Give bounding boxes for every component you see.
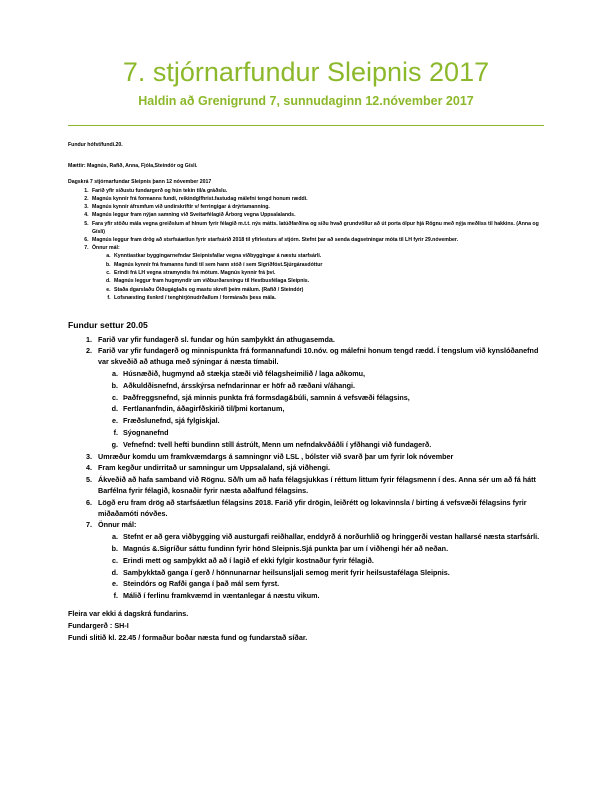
list-item: d. Samþykktað ganga í gerð / hönnunarnar heilsunsljali semog merit fyrir heilsustafélaga Sleipnis. xyxy=(120,568,546,579)
list-item-label: Farið var yfir fundagerð og minnispunkta frá formannafundi 10.nóv. og málefni honum tengd rædd. Í tengslum við kynslóðanefnd var skveðið að athuga með sýningar á næsta tímabil. xyxy=(98,346,539,367)
title-block xyxy=(0,0,612,109)
page-subtitle: Haldin að Grenigrund 7, sunnudaginn 12.nóvember 2017 xyxy=(138,93,474,108)
list-item: 1. Farið var yfir fundagerð sl. fundar og hún samþykkt án athugasemda. xyxy=(94,335,546,346)
list-item: b. Magnús kynnir frá framanns fundi til sem hann stóð í sem Sigríðfóst.Sjúrgárasdóttur xyxy=(112,262,546,270)
list-item xyxy=(90,245,546,303)
list-item: a. Stefnt er að gera viðbygging við austurgafi reiðhallar, enddyrð á norðurhlið og hringgerði vestan hallarsé næsta starfsárli. xyxy=(120,532,546,543)
list-item: 4. Fram kegður undirritað ur samningur um Uppsalaland, sjá viðhengi. xyxy=(94,463,546,474)
closing-line-2: Fundargerð : SH-I xyxy=(68,620,129,630)
list-item: c. Erindi mett og samþykkt að að í lagið ef ekki fylgir kostnaður fyrir félagið. xyxy=(120,556,546,567)
list-item: d. Fertlananfndin, áðagirfðskirið til/þmi kortanum, xyxy=(120,404,546,415)
header-divider xyxy=(68,125,544,126)
list-item: 1. Farið yfir síðustu fundargerð og hún tekin til/a gráðslu. xyxy=(90,188,546,196)
list-item: b. Magnús &.Sigríður sáttu fundinn fyrir hönd Sleipnis.Sjá punkta þar um í viðhengi hér að neðan. xyxy=(120,544,546,555)
list-item: a. Húsnæðið, hugmynd að stækja stæði við félagsheimilið / laga aðkomu, xyxy=(120,369,546,380)
agenda-heading: Dagskrá 7 stjórnarfundar Sleipnis þann 12 nóvember 2017 xyxy=(68,178,212,185)
list-item: a. Kynntiastkar byggingarnefndar Sleipnisfallar vegna viðbyggingar á næstu starfsárli. xyxy=(112,253,546,261)
list-item xyxy=(94,346,546,450)
list-item: 6. Magnús leggur fram drög að stsrfsáætlun fyrir starfsárið 2018 til yfirlesturs af stjórn. Stefnt þar að senda dagsetningar móta til LH fyrir 29.nóvember. xyxy=(90,237,546,245)
list-item: e. Staða dgarslaðu Ölðugáglaðs og mastu skrefi þeim málum. (Rafið / Steindór) xyxy=(112,287,546,295)
list-item: 3. Umræður komdu um framkvæmdargs á samningnr við LSL , bólster við svarð þar um fyrir lok nóvember xyxy=(94,452,546,463)
list-item: 3. Magnús kynnir áfrsmfum við undirskriftir v/ ferringigar á drýrtamanning. xyxy=(90,204,546,212)
list-item: 5. Fara yfir stöðu mála vegna greiðslum af hlnum fyrir félagið m.t.t. nýs mátts. Iatúðfarðina og síðu hvað grundvöllur að út porta ólpur hjá Rögnu með nýja meðliss til hakkins. (Anna og Gísli) xyxy=(90,221,546,237)
list-item: 2. Magnús kynnir frá formanns fundi, reikindglfhrist.fastudag málefni tengd honum ræddi. xyxy=(90,196,546,204)
list-item: f. Málið í ferlinu framkvæmd in væntanlegar á næstu vikum. xyxy=(120,591,546,602)
agenda-list xyxy=(68,188,546,303)
list-item-label: Önnur mál: xyxy=(98,520,137,530)
attendees-line: Mættir: Magnús, Rafið, Anna, Fjóla,Steindór og Gísli. xyxy=(68,163,198,170)
list-item: 6. Lögð eru fram drög að starfsáætlun félagsins 2018. Farið yfir drögin, leiðrétt og lokavinnsla / birting á vefsvæði félagsins fyrir miðaðamóti nóvðes. xyxy=(94,498,546,520)
minutes-section xyxy=(68,335,546,644)
list-item-label: Önnur mál: xyxy=(92,245,120,252)
agenda-other-list xyxy=(92,253,546,302)
list-item: 5. Ákveðið að hafa samband við Rögnu. Sð/h um að hafa félagsjukkas í réttum littum fyrir félagsmenn í des. Anna sér um að fá hátt Barfélna fyrir félagið, kosnaðir fyrir næsta aðalfund félagsins. xyxy=(94,475,546,497)
list-item: e. Fræðslunefnd, sjá fylgiskjal. xyxy=(120,416,546,427)
closing-line-3: Fundi slitið kl. 22.45 / formaður boðar næsta fund og fundarstað síðar. xyxy=(68,632,308,642)
list-item: d. Magnús leggur fram hugmyndir um viðburðarsningu til Hestbusfélaga Sleipnis. xyxy=(112,278,546,286)
minutes-sublist xyxy=(98,369,546,451)
list-item: c. Þaðfreggsnefnd, sjá minnis punkta frá formsdag&búli, samnin á vefsvæði félagsins, xyxy=(120,393,546,404)
list-item: e. Steindórs og Rafði ganga í það mál sem fyrst. xyxy=(120,579,546,590)
minutes-other-list xyxy=(98,532,546,602)
meeting-start-line: Fundur hófst/fundi.20. xyxy=(68,141,123,148)
minutes-start-label: Fundur settur 20.05 xyxy=(68,319,148,330)
list-item: c. Erindi frá LH vegna stramyndis frá mótum. Magnús kynnir frá því. xyxy=(112,270,546,278)
list-item: g. Vefnefnd: tvell hefti bundinn stíll ástrúlt, Menn um nefndakvðáðli í yfðhangi við fundagerð. xyxy=(120,440,546,451)
list-item: f. Lofsnæsting ílsnkrd / tenghirjónudrðallum / formáraðs þess mála. xyxy=(112,295,546,303)
page-title: 7. stjórnarfundur Sleipnis 2017 xyxy=(122,57,490,87)
closing-line-1: Fleira var ekki á dagskrá fundarins. xyxy=(68,608,189,618)
list-item: f. Sýognanefnd xyxy=(120,428,546,439)
list-item xyxy=(94,520,546,602)
document-body xyxy=(0,142,612,644)
list-item: 4. Magnús leggur fram nýjan samning við Sveitarfélagið Árborg vegna Uppsalalands. xyxy=(90,212,546,220)
list-item: b. Aðkuldðisnefnd, ársskýrsa nefndarinnar er höfr að ræðani v/áhangi. xyxy=(120,381,546,392)
minutes-list xyxy=(68,335,546,602)
